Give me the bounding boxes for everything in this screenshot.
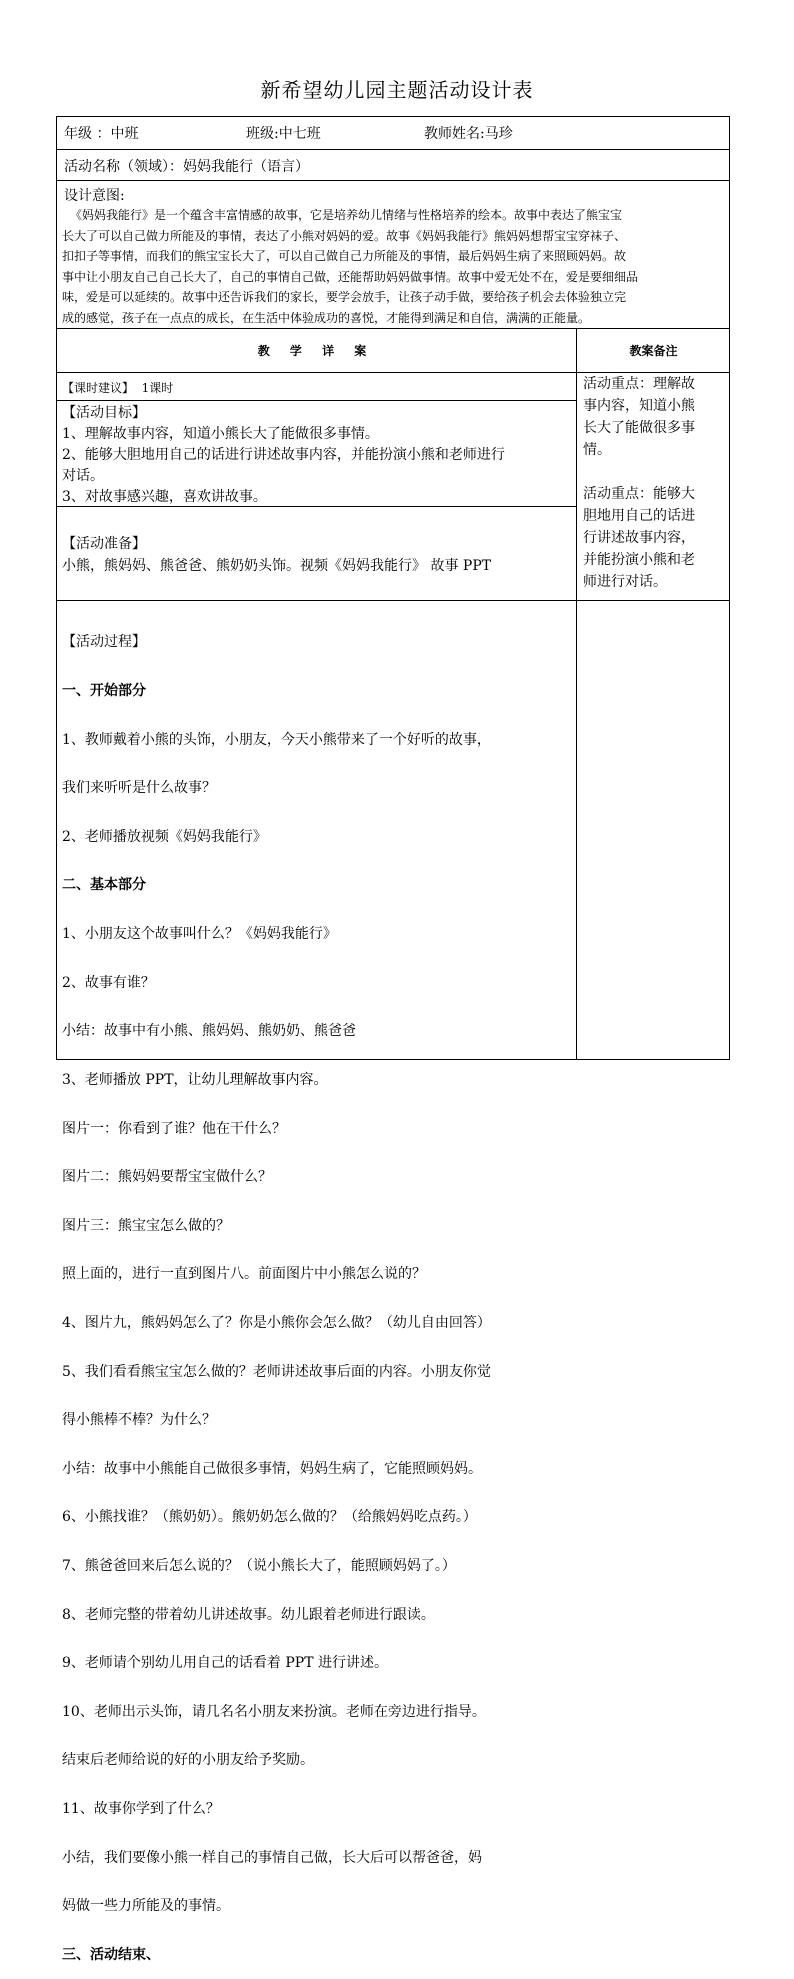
activity-process <box>62 602 574 1979</box>
process-line: 7、熊爸爸回来后怎么说的？（说小熊长大了，能照顾妈妈了。） <box>62 1557 456 1574</box>
teaching-notes <box>583 373 725 593</box>
process-line: 11、故事你学到了什么？ <box>62 1801 220 1818</box>
process-line: 8、老师完整的带着幼儿讲述故事。幼儿跟着老师进行跟读。 <box>62 1606 435 1623</box>
objectives-heading: 【活动目标】 <box>62 405 146 421</box>
grade-label: 年级 ：中班 <box>64 126 139 142</box>
note-line <box>583 461 725 483</box>
intent-line: 长大了可以自己做力所能及的事情，表达了小熊对妈妈的爱。故事《妈妈我能行》熊妈妈想帮宝宝穿袜子、 <box>62 228 627 243</box>
process-line: 1、教师戴着小熊的头饰，小朋友，今天小熊带来了一个好听的故事， <box>62 731 491 748</box>
process-line: 图片一：你看到了谁？他在干什么？ <box>62 1120 286 1137</box>
intent-line: 味，爱是可以延续的。故事中还告诉我们的家长，要学会放手，让孩子动手做，要给孩子机会去体验独立完 <box>62 290 627 305</box>
intent-line: 成的感觉，孩子在一点点的成长，在生活中体验成功的喜悦，才能得到满足和自信，满满的正能量。 <box>62 310 591 325</box>
design-intent-label: 设计意图: <box>64 188 125 204</box>
intent-line: 《妈妈我能行》是一个蕴含丰富情感的故事，它是培养幼儿情绪与性格培养的绘本。故事中表达了熊宝宝 <box>70 208 623 222</box>
process-line: 二、基本部分 <box>62 877 146 894</box>
note-line: 胆地用自己的话进 <box>583 508 695 524</box>
note-line: 情。 <box>583 442 611 458</box>
process-line: 小结：故事中有小熊、熊妈妈、熊奶奶、熊爸爸 <box>62 1023 356 1040</box>
objective-item: 2、能够大胆地用自己的话进行讲述故事内容，并能扮演小熊和老师进行 <box>62 447 505 463</box>
objective-item: 1、理解故事内容，知道小熊长大了能做很多事情。 <box>62 426 379 442</box>
row-divider <box>56 149 730 150</box>
process-line: 得小熊棒不棒？为什么？ <box>62 1412 216 1429</box>
preparation-heading: 【活动准备】 <box>62 536 146 552</box>
class-label: 班级:中七班 <box>246 126 321 142</box>
process-line: 【活动过程】 <box>62 634 146 651</box>
process-line: 3、老师播放 PPT，让幼儿理解故事内容。 <box>62 1071 328 1088</box>
process-line: 小结，我们要像小熊一样自己的事情自己做，长大后可以帮爸爸，妈 <box>62 1849 482 1866</box>
objectives <box>62 403 574 508</box>
process-line: 结束后老师给说的好的小朋友给予奖励。 <box>62 1752 314 1769</box>
preparation-text: 小熊，熊妈妈、熊爸爸、熊奶奶头饰。视频《妈妈我能行》 故事 PPT <box>62 558 492 574</box>
intent-line: 扣扣子等事情，而我们的熊宝宝长大了，可以自己做自己力所能及的事情，最后妈妈生病了来照顾妈妈。故 <box>62 249 627 264</box>
note-line: 活动重点：理解故 <box>583 376 695 392</box>
intent-line: 事中让小朋友自己自己长大了，自己的事情自己做，还能帮助妈妈做事情。故事中爱无处不在，爱是要细细品 <box>62 269 639 284</box>
process-line: 我们来听听是什么故事？ <box>62 780 216 797</box>
note-line: 活动重点：能够大 <box>583 486 695 502</box>
note-line: 师进行对话。 <box>583 574 667 590</box>
row-divider <box>56 180 730 181</box>
column-divider <box>576 328 577 1060</box>
process-line: 5、我们看看熊宝宝怎么做的？老师讲述故事后面的内容。小朋友你觉 <box>62 1363 491 1380</box>
process-line: 9、老师请个别幼儿用自己的话看着 PPT 进行讲述。 <box>62 1655 388 1672</box>
main-plan-header: 教 学 详 案 <box>257 344 375 358</box>
row-divider <box>56 400 577 401</box>
preparation <box>62 533 574 577</box>
process-line: 一、开始部分 <box>62 683 146 700</box>
notes-header: 教案备注 <box>629 344 678 358</box>
teacher-label: 教师姓名:马珍 <box>424 126 513 142</box>
page-title: 新希望幼儿园主题活动设计表 <box>260 78 534 102</box>
process-line: 图片三：熊宝宝怎么做的？ <box>62 1217 230 1234</box>
note-line: 并能扮演小熊和老 <box>583 552 695 568</box>
process-line: 10、老师出示头饰，请几名名小朋友来扮演。老师在旁边进行指导。 <box>62 1703 486 1720</box>
lesson-suggestion: 【课时建议】 1课时 <box>62 381 174 395</box>
process-line: 妈做一些力所能及的事情。 <box>62 1898 230 1915</box>
process-line: 4、图片九，熊妈妈怎么了？你是小熊你会怎么做？（幼儿自由回答） <box>62 1314 491 1331</box>
note-line: 事内容，知道小熊 <box>583 398 695 414</box>
note-line: 长大了能做很多事 <box>583 420 695 436</box>
design-intent-body <box>62 205 726 329</box>
process-line: 6、小熊找谁？（熊奶奶）。熊奶奶怎么做的？（给熊妈妈吃点药。） <box>62 1509 477 1526</box>
row-divider <box>56 600 730 601</box>
process-line: 三、活动结束、 <box>62 1946 160 1963</box>
process-line: 小结：故事中小熊能自己做很多事情，妈妈生病了，它能照顾妈妈。 <box>62 1460 482 1477</box>
note-line: 行讲述故事内容， <box>583 530 695 546</box>
process-line: 1、小朋友这个故事叫什么？《妈妈我能行》 <box>62 926 337 943</box>
info-row <box>64 123 724 145</box>
process-line: 照上面的，进行一直到图片八。前面图片中小熊怎么说的？ <box>62 1266 426 1283</box>
objective-item: 对话。 <box>62 468 104 484</box>
process-line: 2、故事有谁？ <box>62 974 155 991</box>
process-line: 2、老师播放视频《妈妈我能行》 <box>62 828 267 845</box>
objective-item: 3、对故事感兴趣，喜欢讲故事。 <box>62 489 267 505</box>
process-line: 图片二：熊妈妈要帮宝宝做什么？ <box>62 1169 272 1186</box>
activity-name: 活动名称（领域）：妈妈我能行（语言） <box>64 159 309 175</box>
